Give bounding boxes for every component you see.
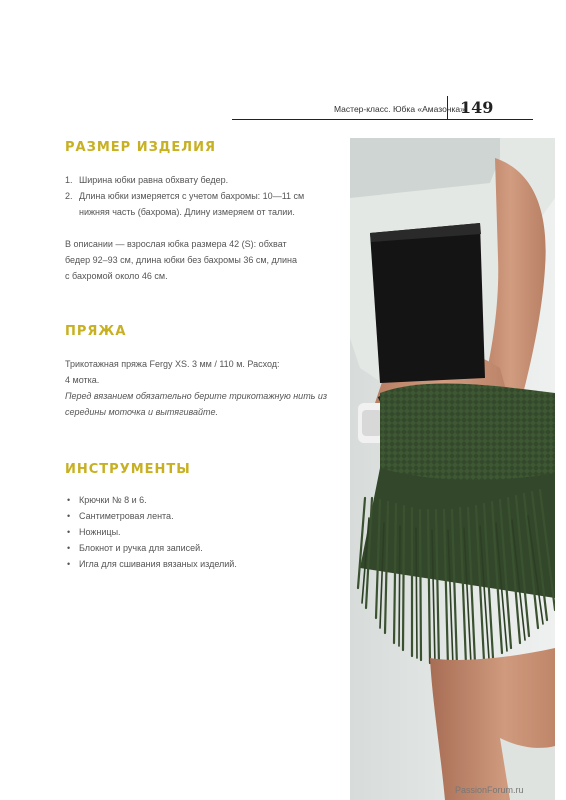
size-list: [65, 172, 345, 220]
list-text: Крючки № 8 и 6.: [79, 495, 147, 505]
skirt-photo: [350, 138, 555, 800]
list-number: 1.: [65, 175, 73, 185]
tools-heading: ИНСТРУМЕНТЫ: [65, 462, 191, 477]
text-line: бедер 92–93 см, длина юбки без бахромы 36 см, длина: [65, 255, 298, 265]
text-line: В описании — взрослая юбка размера 42 (S): обхват: [65, 239, 287, 249]
yarn-heading: ПРЯЖА: [65, 324, 127, 339]
italic-note-line: Перед вязанием обязательно берите трикотажную нить из: [65, 391, 328, 401]
list-item: [65, 188, 345, 220]
text-line: Трикотажная пряжа Fergy XS. 3 мм / 110 м. Расход:: [65, 359, 280, 369]
list-item: [65, 540, 345, 556]
list-item: [65, 508, 345, 524]
italic-note-line: середины моточка и вытягивайте.: [65, 407, 219, 417]
list-item: [65, 524, 345, 540]
size-description: [65, 236, 350, 284]
list-text: Ширина юбки равна обхвату бедер.: [79, 175, 229, 185]
list-item: [65, 492, 345, 508]
yarn-description: [65, 356, 350, 420]
list-text: нижняя часть (бахрома). Длину измеряем от талии.: [79, 207, 295, 217]
list-number: 2.: [65, 191, 73, 201]
list-text: Блокнот и ручка для записей.: [79, 543, 203, 553]
bullet-icon: •: [67, 527, 71, 537]
list-item: [65, 172, 345, 188]
tools-list: [65, 492, 345, 572]
bullet-icon: •: [67, 495, 71, 505]
list-item: [65, 556, 345, 572]
bullet-icon: •: [67, 559, 71, 569]
list-text: Игла для сшивания вязаных изделий.: [79, 559, 237, 569]
header-title: Мастер-класс. Юбка «Амазонка»: [334, 104, 465, 114]
text-line: 4 мотка.: [65, 375, 100, 385]
size-heading: РАЗМЕР ИЗДЕЛИЯ: [65, 140, 216, 155]
list-text: Сантиметровая лента.: [79, 511, 174, 521]
page-number: 149: [460, 98, 494, 117]
watermark: PassionForum.ru: [455, 785, 524, 795]
header-rule: [232, 119, 533, 120]
list-text: Ножницы.: [79, 527, 121, 537]
bullet-icon: •: [67, 511, 71, 521]
text-line: с бахромой около 46 см.: [65, 271, 168, 281]
list-text: Длина юбки измеряется с учетом бахромы: 10—11 см: [79, 191, 305, 201]
bullet-icon: •: [67, 543, 71, 553]
